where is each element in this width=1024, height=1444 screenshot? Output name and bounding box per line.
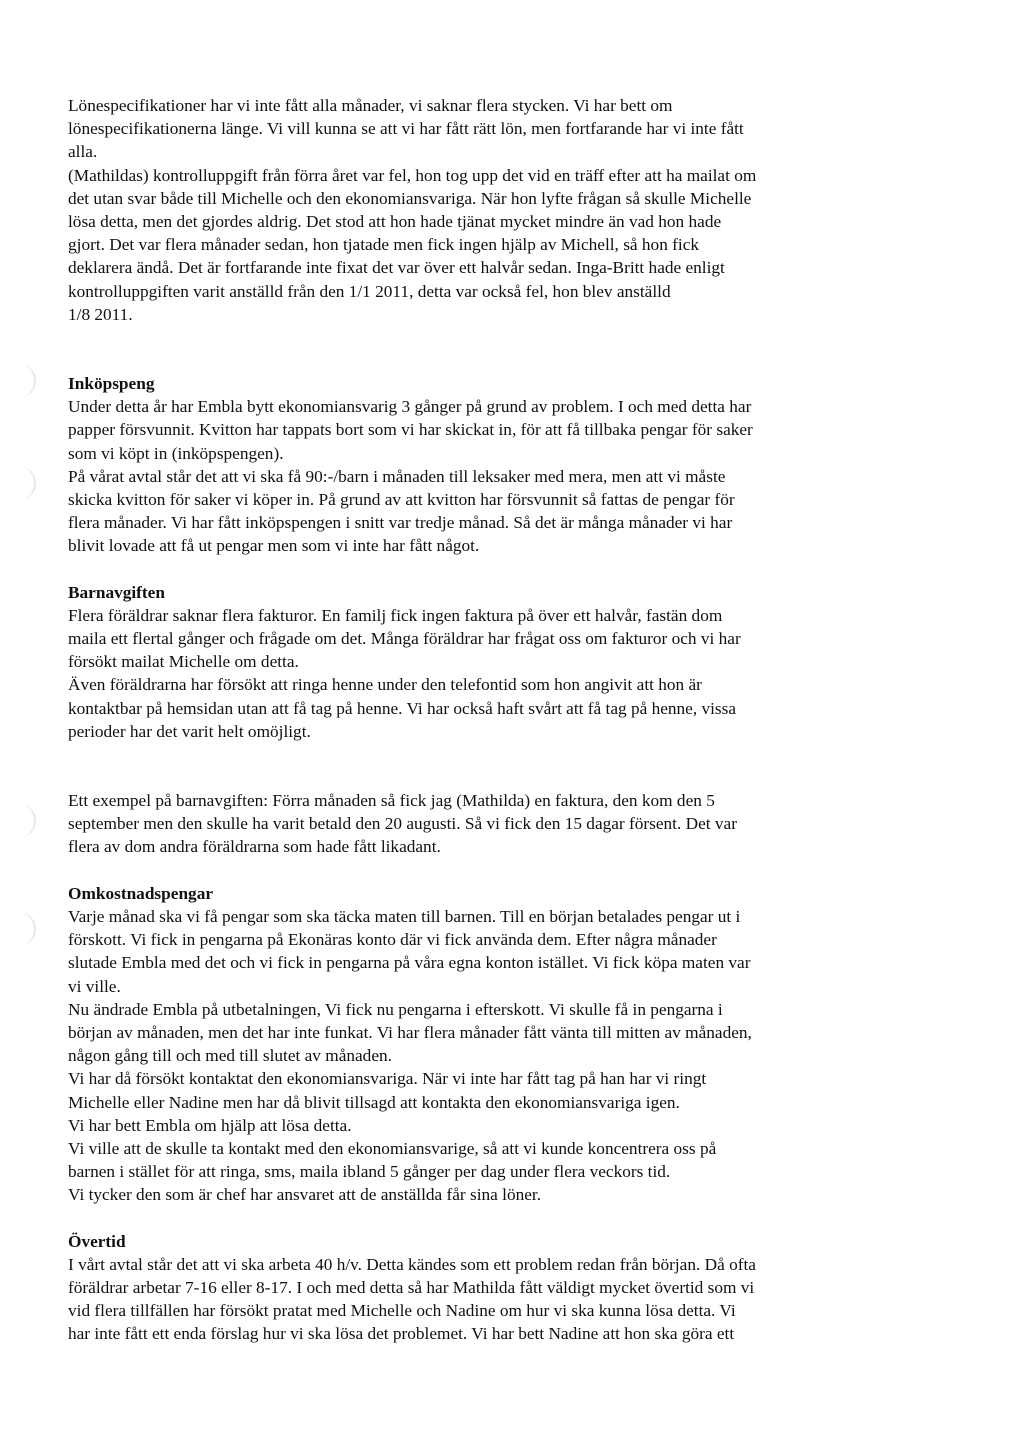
section-heading: Inköpspeng <box>68 374 155 394</box>
section-heading: Övertid <box>68 1231 126 1251</box>
paragraph: Flera föräldrar saknar flera fakturor. En familj fick ingen faktura på över ett halvår, fastän dom maila ett flertal gånger och frågade om det. Många föräldrar har frågat oss om fakturor och vi har försökt mailat Michelle om detta. <box>68 605 741 672</box>
scan-punch-hole-mark <box>6 804 36 838</box>
paragraph: Ett exempel på barnavgiften: Förra månaden så fick jag (Mathilda) en faktura, den kom den 5 september men den skulle ha varit betald den 20 augusti. Så vi fick den 15 dagar försent. Det var flera av dom andra föräldrarna som hade fått likadant. <box>68 791 737 857</box>
paragraph: Även föräldrarna har försökt att ringa henne under den telefontid som hon angivit att hon är kontaktbar på hemsidan utan att få tag på henne. Vi har också haft svårt att få tag på henne, vissa perioder har det varit helt omöjligt. <box>68 675 737 741</box>
paragraph: Lönespecifikationer har vi inte fått alla månader, vi saknar flera stycken. Vi har bett om lönespecifikationerna länge. Vi vill kunna se att vi har fått rätt lön, men fortfarande har vi inte fått alla. (Mathildas) kontrolluppgift från förra året var fel, hon tog upp det vid en träff efter att ha mailat om det utan svar både till Michelle och den ekonomiansvariga. När hon lyfte frågan så skulle Michelle lösa detta, men det gjordes aldrig. Det stod att hon hade tjänat mycket mindre än vad hon hade gjort. Det var flera månader sedan, hon tjatade men fick ingen hjälp av Michell, så hon fick deklarera ändå. Det är fortfarande inte fixat det var över ett halvår sedan. Inga-Britt hade enligt kontrolluppgiften varit anställd från den 1/1 2011, detta var också fel, hon blev anställd 1/8 2011. <box>68 96 757 324</box>
paragraph: Vi har bett Embla om hjälp att lösa detta. <box>68 1115 352 1135</box>
section-overtid <box>68 1230 968 1346</box>
scan-punch-hole-mark <box>6 364 36 398</box>
section-omkostnadspengar <box>68 882 968 1207</box>
section-inkopspeng <box>68 372 968 558</box>
document-page <box>68 94 968 1346</box>
paragraph: På vårat avtal står det att vi ska få 90:-/barn i månaden till leksaker med mera, men att vi måste skicka kvitton för saker vi köper in. På grund av att kvitton har försvunnit så fattas de pengar för flera månader. Vi har fått inköpspengen i snitt var tredje månad. Så det är många månader vi har blivit lovade att få ut pengar men som vi inte har fått något. <box>68 466 735 556</box>
section-barnavgiften <box>68 581 968 859</box>
section-heading: Omkostnadspengar <box>68 883 214 903</box>
paragraph: Under detta år har Embla bytt ekonomiansvarig 3 gånger på grund av problem. I och med detta har papper försvunnit. Kvitton har tappats bort som vi har skickat in, för att få tillbaka pengar för saker som vi köpt in (inköpspengen). <box>68 397 753 463</box>
scan-punch-hole-mark <box>6 912 36 946</box>
paragraph: I vårt avtal står det att vi ska arbeta 40 h/v. Detta kändes som ett problem redan från början. Då ofta föräldrar arbetar 7-16 eller 8-17. I och med detta så har Mathilda fått väldigt mycket övertid som vi vid flera tillfällen har försökt pratat med Michelle och Nadine om hur vi ska kunna lösa detta. Vi har inte fått ett enda förslag hur vi ska lösa det problemet. Vi har bett Nadine att hon ska göra ett <box>68 1254 756 1344</box>
paragraph: Varje månad ska vi få pengar som ska täcka maten till barnen. Till en början betalades pengar ut i förskott. Vi fick in pengarna på Ekonäras konto där vi fick använda dem. Efter några månader slutade Embla med det och vi fick in pengarna på våra egna konton istället. Vi fick köpa maten var vi ville. <box>68 906 751 996</box>
paragraph: Nu ändrade Embla på utbetalningen, Vi fick nu pengarna i efterskott. Vi skulle få in pengarna i början av månaden, men det har inte funkat. Vi har flera månader fått vänta till mitten av månaden, någon gång till och med till slutet av månaden. <box>68 999 752 1066</box>
paragraph: Vi tycker den som är chef har ansvaret att de anställda får sina löner. <box>68 1185 542 1205</box>
paragraph: Vi ville att de skulle ta kontakt med den ekonomiansvarige, så att vi kunde koncentrera oss på barnen i stället för att ringa, sms, maila ibland 5 gånger per dag under flera veckors tid. <box>68 1138 717 1182</box>
section-heading: Barnavgiften <box>68 582 165 602</box>
paragraph: Vi har då försökt kontaktat den ekonomiansvariga. När vi inte har fått tag på han har vi ringt Michelle eller Nadine men har då blivit tillsagd att kontakta den ekonomiansvariga igen. <box>68 1069 707 1112</box>
scan-punch-hole-mark <box>6 466 36 500</box>
section-lonespecifikationer <box>68 94 968 326</box>
